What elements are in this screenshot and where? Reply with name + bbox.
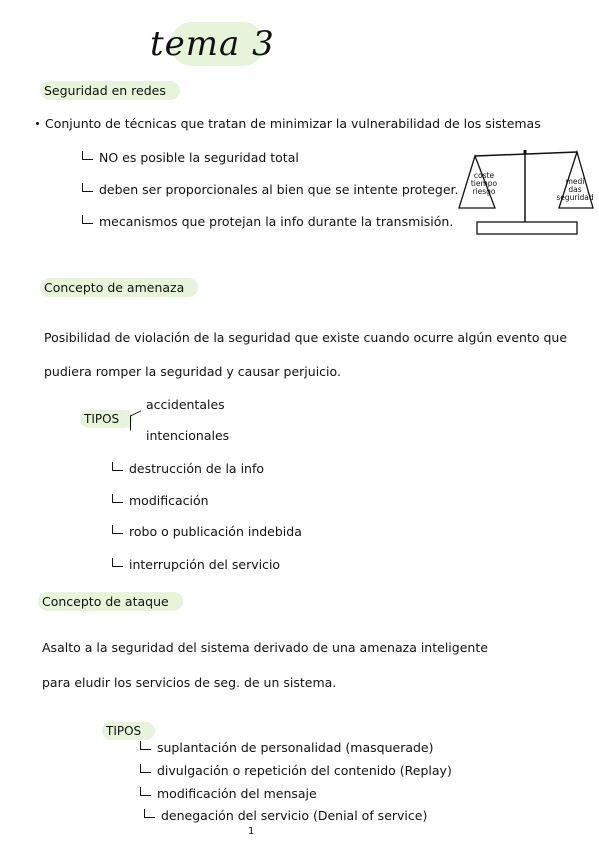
amenaza-item-2: modificación (112, 493, 209, 508)
scale-left-labels: coste tiempo riesgo (470, 171, 498, 196)
page-title: tema 3 (150, 24, 275, 64)
ataque-line-2: para eludir los servicios de seg. de un sistema. (42, 675, 337, 690)
heading-seguridad-redes: Seguridad en redes (44, 83, 180, 98)
arrow-icon (112, 494, 123, 503)
arrow-icon (112, 462, 123, 471)
tipo-accidentales: accidentales (146, 397, 225, 412)
arrow-icon (140, 741, 151, 750)
subitem-2: deben ser proporcionales al bien que se intente proteger. (82, 182, 458, 197)
arrow-icon (112, 558, 123, 567)
arrow-icon (82, 183, 93, 192)
ataque-item-3: modificación del mensaje (140, 786, 317, 801)
ataque-item-1: suplantación de personalidad (masquerade) (140, 740, 434, 755)
subitem-3: mecanismos que protejan la info durante la transmisión. (82, 214, 453, 229)
amenaza-item-3: robo o publicación indebida (112, 524, 302, 539)
ataque-line-1: Asalto a la seguridad del sistema derivado de una amenaza inteligente (42, 640, 488, 655)
tipos-label-ataque: TIPOS (106, 724, 155, 738)
amenaza-line-1: Posibilidad de violación de la seguridad que existe cuando ocurre algún evento que (44, 330, 568, 345)
scale-right-labels: medi das seguridad (556, 177, 594, 202)
page-number: 1 (248, 826, 255, 837)
ataque-item-4: denegación del servicio (Denial of service) (144, 808, 427, 823)
tipos-label: TIPOS (84, 412, 133, 426)
arrow-icon (82, 215, 93, 224)
arrow-icon (140, 764, 151, 773)
heading-concepto-ataque: Concepto de ataque (42, 594, 183, 609)
arrow-icon (112, 525, 123, 534)
tipo-intencionales: intencionales (146, 428, 230, 443)
bullet-icon (36, 122, 39, 125)
bullet-conjunto: Conjunto de técnicas que tratan de minimizar la vulnerabilidad de los sistemas (36, 116, 541, 131)
arrow-icon (144, 809, 155, 818)
ataque-item-2: divulgación o repetición del contenido (Replay) (140, 763, 452, 778)
brace-icon (130, 410, 141, 430)
arrow-icon (140, 787, 151, 796)
amenaza-item-1: destrucción de la info (112, 461, 264, 476)
heading-concepto-amenaza: Concepto de amenaza (44, 280, 198, 295)
amenaza-item-4: interrupción del servicio (112, 557, 280, 572)
subitem-1: NO es posible la seguridad total (82, 150, 299, 165)
amenaza-line-2: pudiera romper la seguridad y causar perjuicio. (44, 364, 341, 379)
arrow-icon (82, 151, 93, 160)
